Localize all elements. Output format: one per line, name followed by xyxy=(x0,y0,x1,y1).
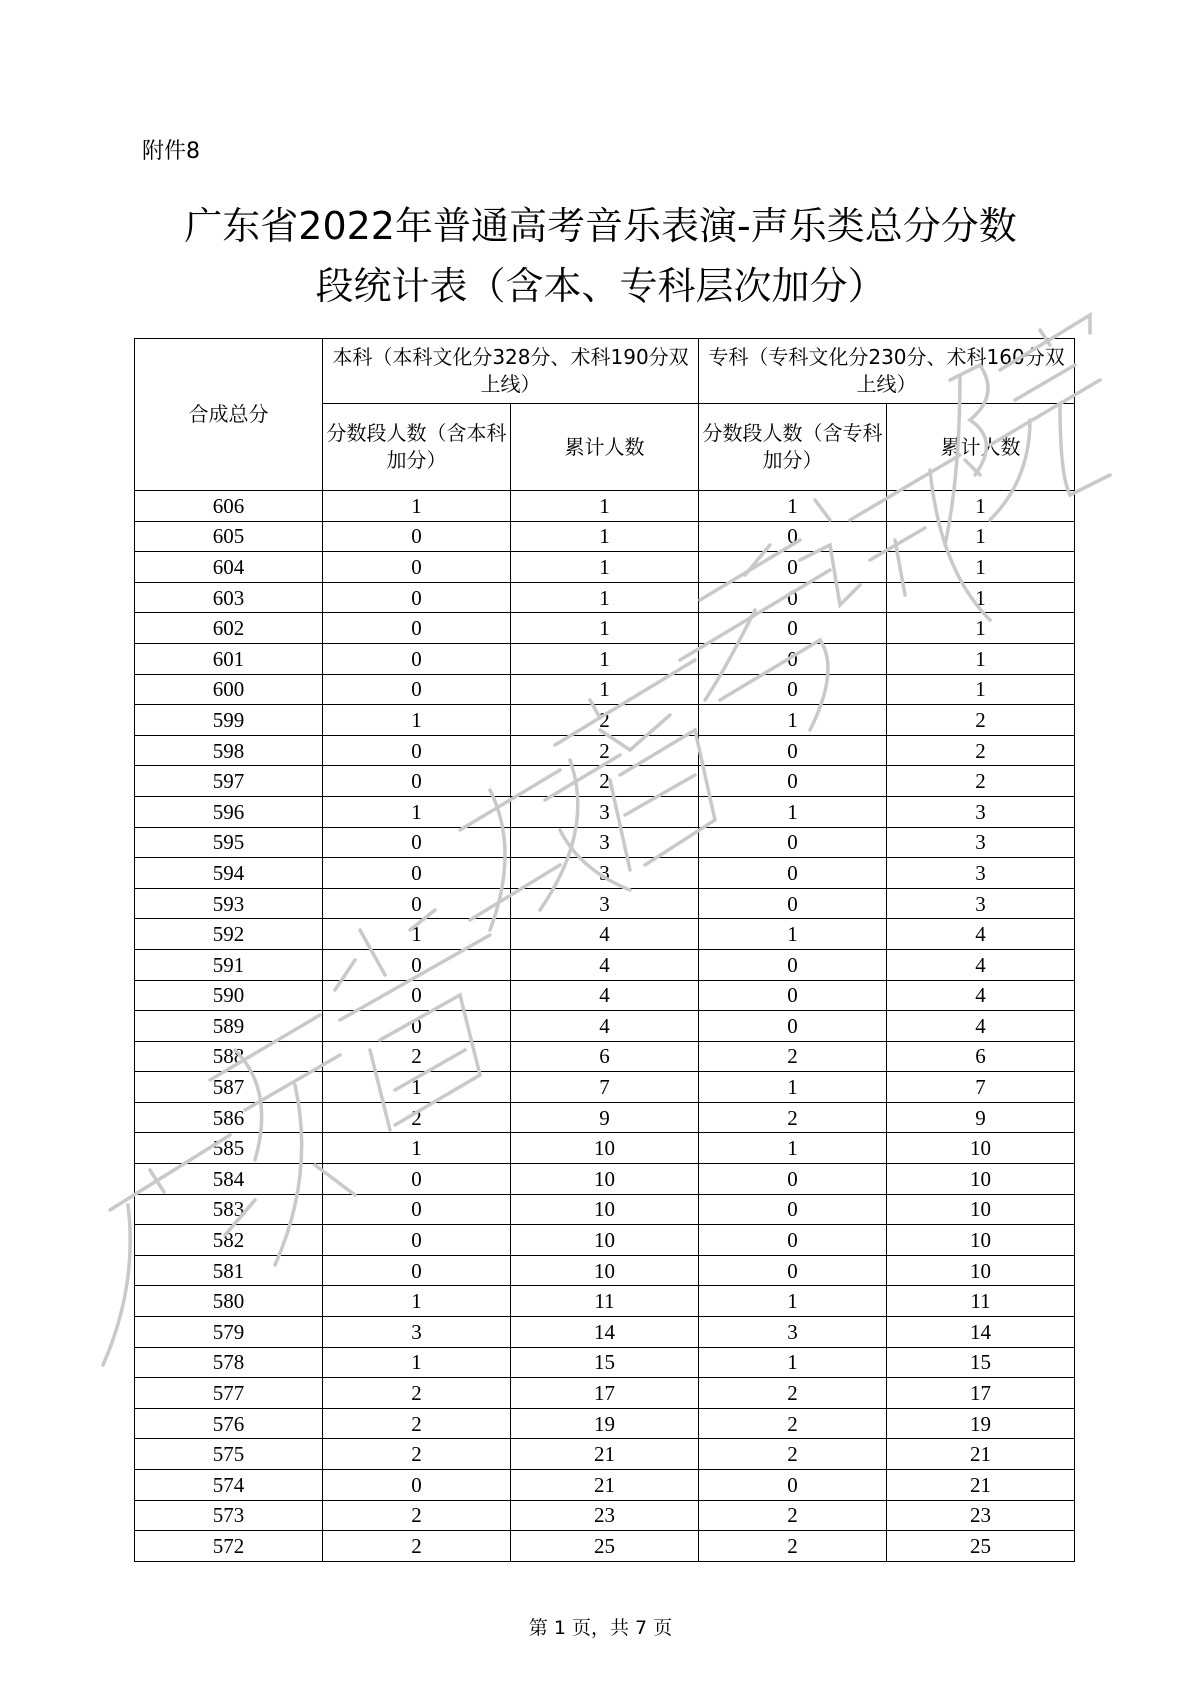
cell-zhuanke-cumulative: 4 xyxy=(887,919,1075,950)
cell-zhuanke-cumulative: 21 xyxy=(887,1439,1075,1470)
cell-total-score: 603 xyxy=(135,582,323,613)
cell-benke-cumulative: 1 xyxy=(511,582,699,613)
cell-benke-segment: 2 xyxy=(323,1531,511,1562)
cell-benke-segment: 2 xyxy=(323,1041,511,1072)
table-row xyxy=(135,1500,1075,1531)
table-row xyxy=(135,1041,1075,1072)
table-row xyxy=(135,1378,1075,1409)
cell-zhuanke-cumulative: 2 xyxy=(887,735,1075,766)
table-row xyxy=(135,705,1075,736)
cell-zhuanke-cumulative: 3 xyxy=(887,796,1075,827)
cell-zhuanke-cumulative: 10 xyxy=(887,1133,1075,1164)
cell-benke-cumulative: 10 xyxy=(511,1194,699,1225)
cell-zhuanke-cumulative: 1 xyxy=(887,613,1075,644)
cell-benke-segment: 3 xyxy=(323,1317,511,1348)
cell-zhuanke-cumulative: 1 xyxy=(887,582,1075,613)
cell-zhuanke-segment: 3 xyxy=(699,1317,887,1348)
cell-zhuanke-cumulative: 15 xyxy=(887,1347,1075,1378)
cell-benke-segment: 0 xyxy=(323,827,511,858)
cell-benke-segment: 0 xyxy=(323,613,511,644)
cell-benke-cumulative: 2 xyxy=(511,766,699,797)
cell-benke-segment: 1 xyxy=(323,1347,511,1378)
cell-total-score: 605 xyxy=(135,521,323,552)
cell-benke-segment: 2 xyxy=(323,1378,511,1409)
cell-zhuanke-cumulative: 10 xyxy=(887,1255,1075,1286)
cell-benke-segment: 1 xyxy=(323,919,511,950)
cell-zhuanke-cumulative: 1 xyxy=(887,674,1075,705)
cell-zhuanke-segment: 2 xyxy=(699,1439,887,1470)
header-benke-segment: 分数段人数（含本科加分） xyxy=(323,404,511,491)
cell-benke-segment: 0 xyxy=(323,1164,511,1195)
cell-benke-cumulative: 14 xyxy=(511,1317,699,1348)
cell-total-score: 583 xyxy=(135,1194,323,1225)
cell-benke-cumulative: 4 xyxy=(511,949,699,980)
cell-zhuanke-segment: 0 xyxy=(699,1470,887,1501)
cell-benke-segment: 1 xyxy=(323,705,511,736)
cell-benke-segment: 0 xyxy=(323,1011,511,1042)
cell-zhuanke-segment: 0 xyxy=(699,735,887,766)
cell-benke-cumulative: 10 xyxy=(511,1225,699,1256)
cell-benke-cumulative: 1 xyxy=(511,643,699,674)
cell-benke-segment: 0 xyxy=(323,735,511,766)
cell-total-score: 592 xyxy=(135,919,323,950)
cell-benke-cumulative: 3 xyxy=(511,796,699,827)
cell-zhuanke-segment: 2 xyxy=(699,1102,887,1133)
cell-benke-cumulative: 2 xyxy=(511,735,699,766)
cell-zhuanke-cumulative: 21 xyxy=(887,1470,1075,1501)
cell-benke-segment: 1 xyxy=(323,1286,511,1317)
cell-zhuanke-cumulative: 9 xyxy=(887,1102,1075,1133)
cell-total-score: 593 xyxy=(135,888,323,919)
cell-zhuanke-segment: 2 xyxy=(699,1378,887,1409)
cell-benke-segment: 1 xyxy=(323,1133,511,1164)
cell-total-score: 582 xyxy=(135,1225,323,1256)
footer-total-pages: 7 xyxy=(635,1617,648,1639)
table-row xyxy=(135,1133,1075,1164)
cell-zhuanke-segment: 0 xyxy=(699,674,887,705)
cell-zhuanke-cumulative: 4 xyxy=(887,980,1075,1011)
cell-zhuanke-cumulative: 11 xyxy=(887,1286,1075,1317)
table-row xyxy=(135,582,1075,613)
cell-benke-cumulative: 2 xyxy=(511,705,699,736)
cell-zhuanke-segment: 1 xyxy=(699,1347,887,1378)
cell-benke-cumulative: 11 xyxy=(511,1286,699,1317)
page-title-line-2: 段统计表（含本、专科层次加分） xyxy=(315,264,886,308)
page-footer xyxy=(0,1613,1201,1640)
cell-total-score: 573 xyxy=(135,1500,323,1531)
cell-total-score: 590 xyxy=(135,980,323,1011)
cell-total-score: 584 xyxy=(135,1164,323,1195)
cell-benke-cumulative: 10 xyxy=(511,1164,699,1195)
cell-benke-cumulative: 1 xyxy=(511,552,699,583)
cell-zhuanke-segment: 2 xyxy=(699,1041,887,1072)
footer-page-number: 1 xyxy=(553,1617,566,1639)
cell-zhuanke-segment: 0 xyxy=(699,643,887,674)
cell-zhuanke-cumulative: 1 xyxy=(887,491,1075,522)
cell-total-score: 591 xyxy=(135,949,323,980)
cell-zhuanke-segment: 0 xyxy=(699,1011,887,1042)
table-row xyxy=(135,1439,1075,1470)
cell-zhuanke-segment: 0 xyxy=(699,980,887,1011)
table-row xyxy=(135,1225,1075,1256)
cell-zhuanke-cumulative: 7 xyxy=(887,1072,1075,1103)
table-row xyxy=(135,1194,1075,1225)
cell-zhuanke-segment: 2 xyxy=(699,1408,887,1439)
cell-zhuanke-segment: 0 xyxy=(699,888,887,919)
cell-zhuanke-segment: 2 xyxy=(699,1500,887,1531)
header-zhuanke-cumulative: 累计人数 xyxy=(887,404,1075,491)
table-row xyxy=(135,521,1075,552)
cell-zhuanke-segment: 0 xyxy=(699,1225,887,1256)
cell-benke-cumulative: 1 xyxy=(511,674,699,705)
table-row xyxy=(135,1317,1075,1348)
cell-zhuanke-cumulative: 6 xyxy=(887,1041,1075,1072)
cell-zhuanke-cumulative: 3 xyxy=(887,888,1075,919)
table-row xyxy=(135,491,1075,522)
table-row xyxy=(135,552,1075,583)
cell-total-score: 598 xyxy=(135,735,323,766)
table-row xyxy=(135,1286,1075,1317)
cell-total-score: 595 xyxy=(135,827,323,858)
cell-zhuanke-segment: 0 xyxy=(699,1164,887,1195)
cell-zhuanke-cumulative: 10 xyxy=(887,1164,1075,1195)
cell-benke-cumulative: 1 xyxy=(511,613,699,644)
attachment-label: 附件8 xyxy=(142,139,200,164)
cell-zhuanke-cumulative: 1 xyxy=(887,552,1075,583)
cell-benke-cumulative: 4 xyxy=(511,1011,699,1042)
cell-total-score: 588 xyxy=(135,1041,323,1072)
cell-benke-segment: 0 xyxy=(323,888,511,919)
header-group-benke: 本科（本科文化分328分、术科190分双上线） xyxy=(323,339,699,404)
cell-benke-cumulative: 21 xyxy=(511,1439,699,1470)
cell-benke-cumulative: 10 xyxy=(511,1133,699,1164)
cell-total-score: 580 xyxy=(135,1286,323,1317)
table-row xyxy=(135,735,1075,766)
cell-zhuanke-cumulative: 10 xyxy=(887,1194,1075,1225)
cell-zhuanke-segment: 1 xyxy=(699,1133,887,1164)
cell-benke-segment: 0 xyxy=(323,1225,511,1256)
cell-benke-segment: 0 xyxy=(323,552,511,583)
cell-zhuanke-cumulative: 3 xyxy=(887,827,1075,858)
cell-zhuanke-segment: 1 xyxy=(699,705,887,736)
table-row xyxy=(135,858,1075,889)
cell-benke-cumulative: 23 xyxy=(511,1500,699,1531)
cell-total-score: 594 xyxy=(135,858,323,889)
cell-benke-segment: 0 xyxy=(323,858,511,889)
cell-benke-cumulative: 15 xyxy=(511,1347,699,1378)
cell-benke-segment: 0 xyxy=(323,643,511,674)
table-row xyxy=(135,1072,1075,1103)
cell-benke-cumulative: 3 xyxy=(511,827,699,858)
cell-total-score: 575 xyxy=(135,1439,323,1470)
table-row xyxy=(135,1408,1075,1439)
cell-benke-segment: 1 xyxy=(323,1072,511,1103)
cell-benke-segment: 2 xyxy=(323,1439,511,1470)
cell-zhuanke-segment: 1 xyxy=(699,491,887,522)
cell-total-score: 587 xyxy=(135,1072,323,1103)
footer-prefix: 第 xyxy=(528,1617,548,1639)
cell-total-score: 578 xyxy=(135,1347,323,1378)
cell-benke-cumulative: 1 xyxy=(511,521,699,552)
footer-suffix: 页 xyxy=(653,1617,673,1639)
header-benke-cumulative: 累计人数 xyxy=(511,404,699,491)
cell-total-score: 606 xyxy=(135,491,323,522)
cell-zhuanke-segment: 0 xyxy=(699,858,887,889)
cell-benke-cumulative: 17 xyxy=(511,1378,699,1409)
cell-benke-segment: 2 xyxy=(323,1408,511,1439)
table-row xyxy=(135,674,1075,705)
cell-zhuanke-cumulative: 25 xyxy=(887,1531,1075,1562)
cell-total-score: 600 xyxy=(135,674,323,705)
cell-benke-cumulative: 9 xyxy=(511,1102,699,1133)
table-row xyxy=(135,1102,1075,1133)
cell-total-score: 577 xyxy=(135,1378,323,1409)
cell-benke-segment: 2 xyxy=(323,1500,511,1531)
cell-zhuanke-cumulative: 4 xyxy=(887,949,1075,980)
cell-total-score: 602 xyxy=(135,613,323,644)
cell-benke-segment: 0 xyxy=(323,521,511,552)
cell-zhuanke-cumulative: 4 xyxy=(887,1011,1075,1042)
cell-benke-cumulative: 7 xyxy=(511,1072,699,1103)
cell-zhuanke-cumulative: 10 xyxy=(887,1225,1075,1256)
cell-benke-segment: 0 xyxy=(323,674,511,705)
cell-zhuanke-segment: 0 xyxy=(699,582,887,613)
table-row xyxy=(135,888,1075,919)
table-row xyxy=(135,1255,1075,1286)
cell-total-score: 574 xyxy=(135,1470,323,1501)
cell-total-score: 576 xyxy=(135,1408,323,1439)
cell-total-score: 597 xyxy=(135,766,323,797)
table-row xyxy=(135,1470,1075,1501)
cell-benke-segment: 0 xyxy=(323,1470,511,1501)
cell-benke-cumulative: 4 xyxy=(511,980,699,1011)
cell-zhuanke-cumulative: 23 xyxy=(887,1500,1075,1531)
cell-zhuanke-cumulative: 19 xyxy=(887,1408,1075,1439)
header-total-score: 合成总分 xyxy=(135,339,323,491)
cell-benke-segment: 0 xyxy=(323,1255,511,1286)
cell-zhuanke-segment: 0 xyxy=(699,1255,887,1286)
cell-benke-cumulative: 25 xyxy=(511,1531,699,1562)
cell-benke-segment: 0 xyxy=(323,980,511,1011)
table-row xyxy=(135,1347,1075,1378)
cell-total-score: 601 xyxy=(135,643,323,674)
header-zhuanke-segment: 分数段人数（含专科加分） xyxy=(699,404,887,491)
cell-zhuanke-cumulative: 1 xyxy=(887,521,1075,552)
cell-total-score: 572 xyxy=(135,1531,323,1562)
cell-benke-segment: 0 xyxy=(323,766,511,797)
table-row xyxy=(135,1011,1075,1042)
table-row xyxy=(135,1164,1075,1195)
cell-zhuanke-cumulative: 1 xyxy=(887,643,1075,674)
cell-benke-segment: 1 xyxy=(323,796,511,827)
cell-zhuanke-segment: 1 xyxy=(699,796,887,827)
cell-zhuanke-segment: 2 xyxy=(699,1531,887,1562)
cell-zhuanke-cumulative: 2 xyxy=(887,766,1075,797)
cell-total-score: 589 xyxy=(135,1011,323,1042)
cell-zhuanke-segment: 1 xyxy=(699,1072,887,1103)
cell-zhuanke-segment: 0 xyxy=(699,827,887,858)
cell-zhuanke-segment: 1 xyxy=(699,919,887,950)
cell-benke-segment: 1 xyxy=(323,491,511,522)
table-header xyxy=(135,339,1075,491)
cell-benke-segment: 0 xyxy=(323,949,511,980)
table-row xyxy=(135,919,1075,950)
cell-zhuanke-cumulative: 3 xyxy=(887,858,1075,889)
cell-total-score: 586 xyxy=(135,1102,323,1133)
cell-zhuanke-cumulative: 2 xyxy=(887,705,1075,736)
table-row xyxy=(135,1531,1075,1562)
table-row xyxy=(135,949,1075,980)
cell-zhuanke-segment: 0 xyxy=(699,1194,887,1225)
cell-zhuanke-segment: 0 xyxy=(699,613,887,644)
cell-zhuanke-segment: 0 xyxy=(699,521,887,552)
table-row xyxy=(135,613,1075,644)
cell-total-score: 604 xyxy=(135,552,323,583)
page-title-line-1: 广东省2022年普通高考音乐表演-声乐类总分分数 xyxy=(184,204,1017,248)
score-distribution-table xyxy=(134,338,1075,1562)
cell-zhuanke-segment: 0 xyxy=(699,949,887,980)
cell-total-score: 581 xyxy=(135,1255,323,1286)
cell-zhuanke-segment: 0 xyxy=(699,766,887,797)
cell-benke-cumulative: 3 xyxy=(511,888,699,919)
cell-benke-cumulative: 21 xyxy=(511,1470,699,1501)
cell-zhuanke-cumulative: 17 xyxy=(887,1378,1075,1409)
cell-zhuanke-segment: 1 xyxy=(699,1286,887,1317)
cell-benke-segment: 2 xyxy=(323,1102,511,1133)
cell-total-score: 596 xyxy=(135,796,323,827)
cell-total-score: 579 xyxy=(135,1317,323,1348)
table-row xyxy=(135,980,1075,1011)
cell-benke-cumulative: 1 xyxy=(511,491,699,522)
cell-benke-cumulative: 6 xyxy=(511,1041,699,1072)
cell-zhuanke-segment: 0 xyxy=(699,552,887,583)
table-row xyxy=(135,796,1075,827)
header-group-zhuanke: 专科（专科文化分230分、术科160分双上线） xyxy=(699,339,1075,404)
cell-benke-cumulative: 4 xyxy=(511,919,699,950)
cell-benke-segment: 0 xyxy=(323,1194,511,1225)
cell-total-score: 599 xyxy=(135,705,323,736)
cell-total-score: 585 xyxy=(135,1133,323,1164)
table-row xyxy=(135,827,1075,858)
table-body xyxy=(135,491,1075,1562)
cell-benke-segment: 0 xyxy=(323,582,511,613)
cell-benke-cumulative: 10 xyxy=(511,1255,699,1286)
footer-middle: 页，共 xyxy=(571,1617,629,1639)
table-row xyxy=(135,643,1075,674)
table-row xyxy=(135,766,1075,797)
cell-benke-cumulative: 19 xyxy=(511,1408,699,1439)
cell-zhuanke-cumulative: 14 xyxy=(887,1317,1075,1348)
cell-benke-cumulative: 3 xyxy=(511,858,699,889)
